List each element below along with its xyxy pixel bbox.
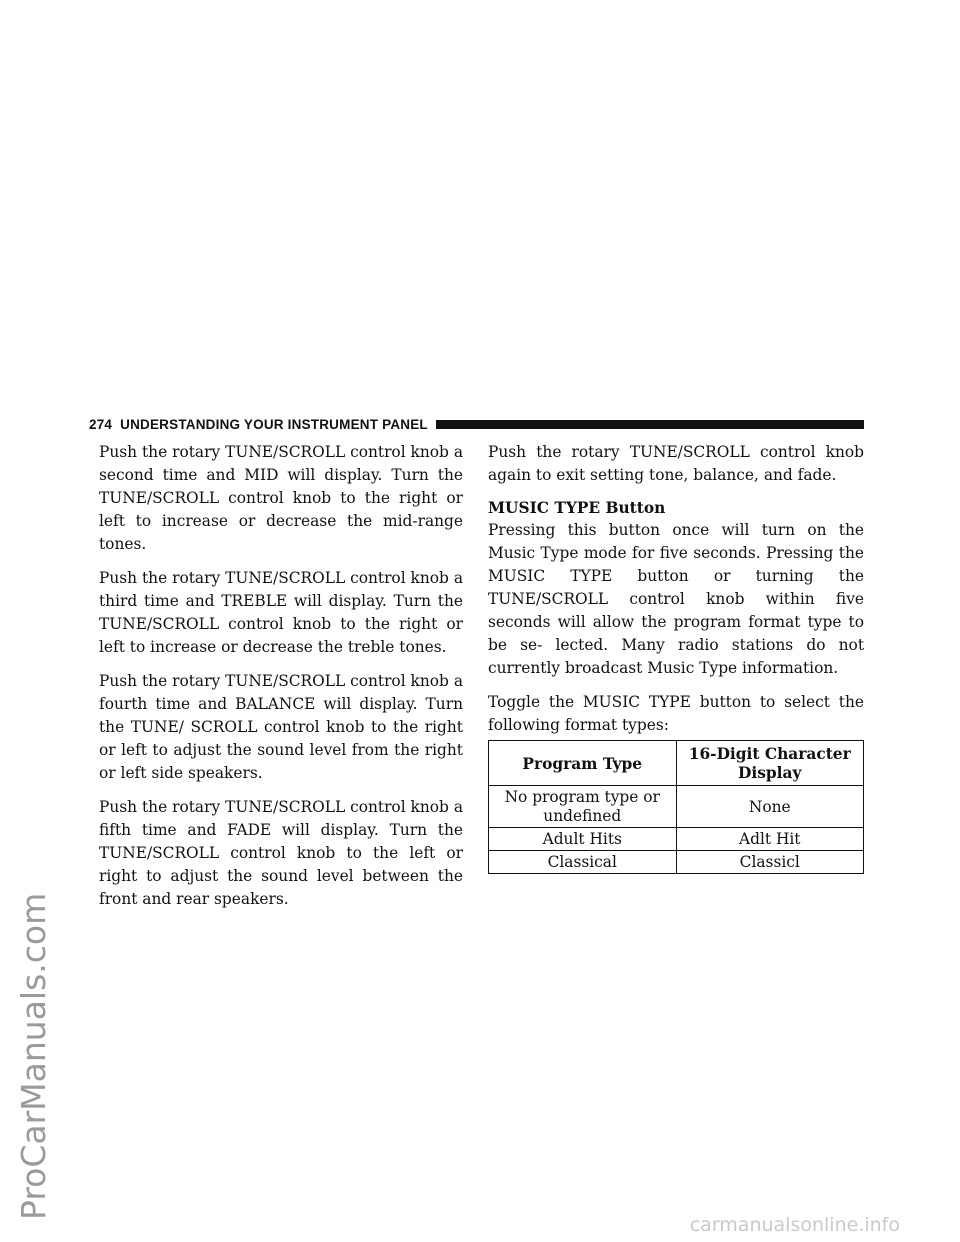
paragraph-toggle: Toggle the MUSIC TYPE button to select the following format types: <box>488 693 864 734</box>
table-cell: No program type or undefined <box>489 786 677 828</box>
paragraph-treble: Push the rotary TUNE/SCROLL control knob a third time and TREBLE will display. Turn the TUNE/SCROLL control knob to the right or left to increase or decrease the treble tones. <box>99 569 463 656</box>
table-row <box>489 786 864 828</box>
column-header-program-type: Program Type <box>489 741 677 786</box>
bottom-watermark <box>690 1214 900 1236</box>
right-column <box>488 441 864 874</box>
bottom-watermark-text: carmanualsonline.info <box>689 1214 900 1236</box>
section-title: UNDERSTANDING YOUR INSTRUMENT PANEL <box>120 416 428 432</box>
column-header-display: 16-Digit Character Display <box>676 741 864 786</box>
side-watermark <box>14 893 53 1220</box>
left-column <box>99 441 463 922</box>
paragraph-mid: Push the rotary TUNE/SCROLL control knob a second time and MID will display. Turn the TUNE/SCROLL control knob to the right or left to increase or decrease the mid-range tones. <box>99 443 463 553</box>
music-type-heading: MUSIC TYPE Button <box>488 499 666 517</box>
paragraph-balance: Push the rotary TUNE/SCROLL control knob a fourth time and BALANCE will display. Turn the TUNE/ SCROLL control knob to the right or left to adjust the sound level from the right or left side speakers. <box>99 672 463 782</box>
table-cell: Adult Hits <box>489 828 677 851</box>
page-header <box>89 415 864 433</box>
table-cell: Classical <box>489 851 677 874</box>
side-watermark-text: ProCarManuals.com <box>14 892 53 1220</box>
format-types-table <box>488 740 864 874</box>
table-cell: None <box>676 786 864 828</box>
paragraph-music-type: Pressing this button once will turn on the Music Type mode for five seconds. Pressing the MUSIC TYPE button or turning the TUNE/SCROLL control knob within five seconds will allow the program format type to be se- lected. Many radio stations do not currently broadcast Music Type information. <box>488 521 864 677</box>
paragraph-fade: Push the rotary TUNE/SCROLL control knob a fifth time and FADE will display. Turn the TUNE/SCROLL control knob to the left or right to adjust the sound level between the front and rear speakers. <box>99 798 463 908</box>
table-cell: Adlt Hit <box>676 828 864 851</box>
table-row <box>489 851 864 874</box>
header-rule <box>436 420 864 429</box>
table-row <box>489 828 864 851</box>
table-header-row <box>489 741 864 786</box>
page-number: 274 <box>89 416 113 432</box>
table-cell: Classicl <box>676 851 864 874</box>
paragraph-exit: Push the rotary TUNE/SCROLL control knob again to exit setting tone, balance, and fade. <box>488 443 864 484</box>
